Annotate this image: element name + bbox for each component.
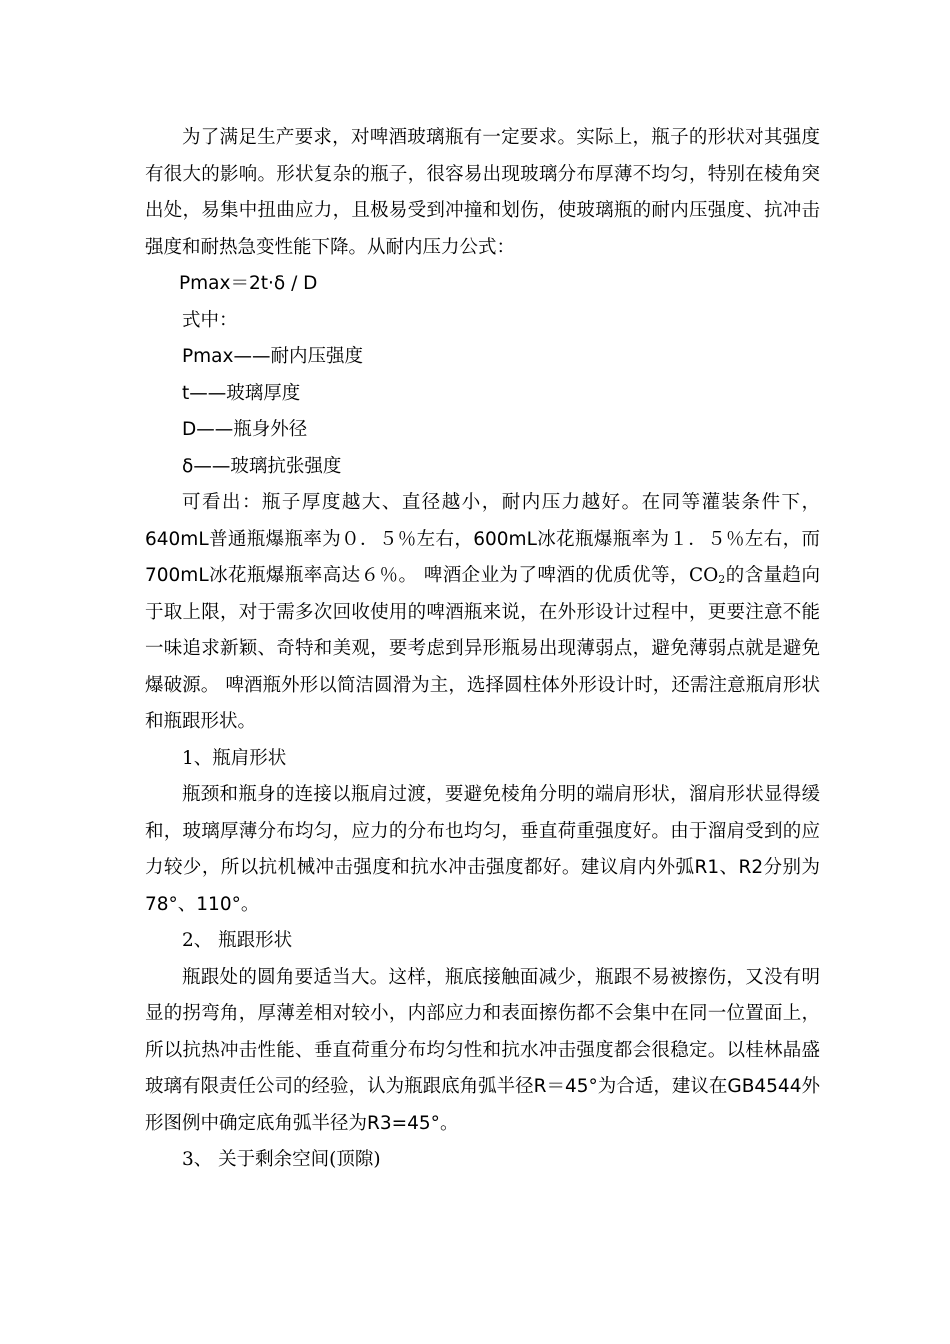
shoulder-radii: R1、R2 [694, 857, 764, 878]
conclusion-paragraph [145, 485, 820, 741]
section2-text-4: 。 [439, 1112, 459, 1134]
document-body [145, 120, 820, 1179]
section1-heading: 1、瓶肩形状 [182, 747, 287, 769]
section1-text-3: 。 [240, 893, 260, 915]
section2-text: 瓶跟处的圆角要适当大。这样，瓶底接触面减少，瓶跟不易被擦伤，又没有明显的拐弯角，厚薄差相对较小，内部应力和表面擦伤都不会集中在同一位置面上，所以抗热冲击性能、垂直荷重分布均匀性和抗水冲击强度都会很稳定。以桂林晶盛玻璃有限责任公司的经验，认为瓶跟底角弧半径 [145, 966, 820, 1097]
where-label: 式中： [182, 309, 238, 331]
section1-text: 瓶颈和瓶身的连接以瓶肩过渡，要避免棱角分明的端肩形状，溜肩形状显得缓和，玻璃厚薄分布均匀，应力的分布也均匀，垂直荷重强度好。由于溜肩受到的应力较少，所以抗机械冲击强度和抗水冲击强度都好。建议肩内外弧 [145, 784, 820, 878]
volume-640: 640mL [145, 528, 209, 550]
heel-radius-r3: R3=45° [367, 1112, 440, 1134]
conclusion-text-2: 普通瓶爆瓶率为０．５％左右， [208, 528, 474, 550]
variable-pmax: Pmax——耐内压强度 [182, 346, 363, 367]
conclusion-text-3: 冰花瓶爆瓶率为１．５％左右，而 [536, 528, 820, 550]
conclusion-text-5: 的含量趋向于取上限，对于需多次回收使用的啤酒瓶来说，在外形设计过程中，更要注意不能一味追求新颖、奇特和美观，要考虑到异形瓶易出现薄弱点，避免薄弱点就是避免爆破源。 啤酒瓶外形以简洁圆滑为主，选择圆柱体外形设计时，还需注意瓶肩形状和瓶跟形状。 [145, 565, 820, 732]
intro-paragraph: 为了满足生产要求，对啤酒玻璃瓶有一定要求。实际上，瓶子的形状对其强度有很大的影响。形状复杂的瓶子，很容易出现玻璃分布厚薄不均匀，特别在棱角突出处，易集中扭曲应力，且极易受到冲撞和划伤，使玻璃瓶的耐内压强度、抗冲击强度和耐热急变性能下降。从耐内压力公式： [145, 127, 820, 258]
co2-subscript: 2 [718, 573, 726, 586]
section3-heading: 3、 关于剩余空间(顶隙) [182, 1149, 381, 1170]
variable-d: D——瓶身外径 [182, 419, 308, 440]
volume-600: 600mL [473, 528, 537, 550]
section1-text-2: 分别为 [763, 857, 820, 878]
section2-heading: 2、 瓶跟形状 [182, 930, 293, 951]
conclusion-text-1: 可看出：瓶子厚度越大、直径越小，耐内压力越好。在同等灌装条件下， [182, 492, 820, 513]
section2-text-3: 外形图例中确定底角弧半径为 [145, 1076, 820, 1134]
formula: Pmax＝2t·δ / D [179, 273, 318, 294]
section1-paragraph [145, 777, 820, 923]
volume-700: 700mL [145, 565, 209, 586]
heel-radius: R＝45° [533, 1076, 598, 1097]
shoulder-angles: 78°、110° [145, 893, 241, 915]
section2-text-2: 为合适，建议在 [597, 1076, 728, 1097]
variable-delta: δ——玻璃抗张强度 [182, 455, 342, 477]
conclusion-text-4: 冰花瓶爆瓶率高达６％。 啤酒企业为了啤酒的优质优等，CO [208, 565, 719, 586]
standard-code: GB4544 [727, 1076, 802, 1097]
section2-paragraph [145, 960, 820, 1143]
variable-t: t——玻璃厚度 [182, 382, 301, 404]
